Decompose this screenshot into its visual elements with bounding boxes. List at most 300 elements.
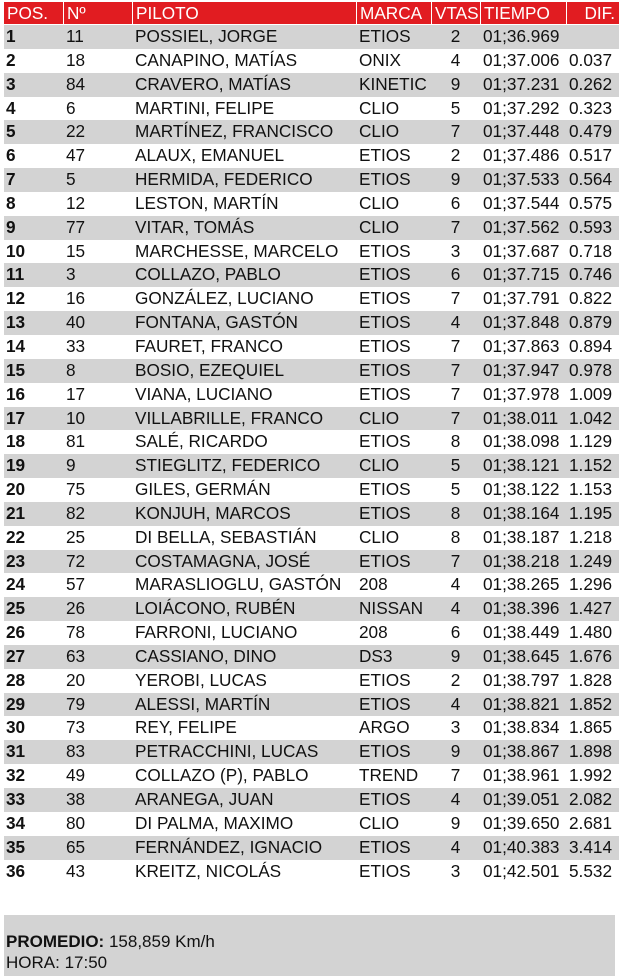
cell-brand: ETIOS [359, 240, 411, 261]
cell-time: 01;38.164 [483, 502, 560, 523]
table-row [4, 216, 619, 240]
cell-laps: 9 [450, 741, 461, 762]
cell-brand: ETIOS [359, 145, 411, 166]
cell-time: 01;37.006 [483, 49, 560, 70]
cell-number: 16 [66, 288, 86, 309]
cell-number: 12 [66, 192, 86, 213]
table-row [4, 788, 619, 812]
cell-number: 22 [66, 121, 86, 142]
cell-time: 01;37.292 [483, 97, 560, 118]
table-row [4, 740, 619, 764]
cell-difference: 1.249 [569, 550, 613, 571]
cell-position: 19 [6, 455, 26, 476]
cell-position: 16 [6, 383, 26, 404]
cell-laps: 2 [450, 26, 461, 46]
time-label: HORA: [6, 953, 60, 972]
cell-number: 65 [66, 836, 86, 857]
cell-time: 01;37.687 [483, 240, 560, 261]
cell-number: 33 [66, 335, 86, 356]
cell-position: 22 [6, 526, 26, 547]
cell-number: 77 [66, 216, 86, 237]
cell-position: 25 [6, 598, 26, 619]
cell-difference: 0.894 [569, 335, 613, 356]
cell-laps: 7 [450, 383, 461, 404]
table-row [4, 478, 619, 502]
cell-brand: ETIOS [359, 264, 411, 285]
cell-driver: COLLAZO (P), PABLO [135, 765, 309, 786]
average-speed-label: PROMEDIO: [6, 932, 105, 951]
cell-driver: CASSIANO, DINO [135, 645, 277, 666]
cell-driver: VILLABRILLE, FRANCO [135, 407, 324, 428]
cell-driver: MARASLIOGLU, GASTÓN [135, 574, 342, 595]
cell-brand: ETIOS [359, 169, 411, 190]
cell-time: 01;37.562 [483, 216, 560, 237]
cell-driver: MARTINI, FELIPE [135, 97, 275, 118]
cell-driver: YEROBI, LUCAS [135, 669, 267, 690]
cell-brand: ETIOS [359, 502, 411, 523]
cell-driver: PETRACCHINI, LUCAS [135, 741, 319, 762]
cell-driver: CANAPINO, MATÍAS [135, 49, 298, 70]
cell-time: 01;38.867 [483, 741, 560, 762]
cell-time: 01;38.265 [483, 574, 560, 595]
cell-driver: FONTANA, GASTÓN [135, 312, 298, 333]
cell-difference: 1.153 [569, 479, 613, 500]
cell-laps: 3 [450, 240, 461, 261]
cell-laps: 5 [450, 479, 461, 500]
cell-laps: 4 [450, 836, 461, 857]
cell-difference: 1.676 [569, 645, 613, 666]
cell-position: 36 [6, 860, 26, 881]
cell-position: 6 [6, 145, 16, 166]
cell-laps: 2 [450, 669, 461, 690]
table-row [4, 144, 619, 168]
cell-driver: LESTON, MARTÍN [135, 192, 279, 213]
cell-time: 01;37.848 [483, 312, 560, 333]
cell-difference: 0.517 [569, 145, 613, 166]
cell-laps: 3 [450, 717, 461, 738]
cell-driver: BOSIO, EZEQUIEL [135, 359, 284, 380]
summary-footer [4, 915, 615, 976]
cell-number: 20 [66, 669, 86, 690]
cell-number: 63 [66, 645, 86, 666]
cell-position: 33 [6, 789, 26, 809]
table-row [4, 383, 619, 407]
cell-time: 01;37.486 [483, 145, 560, 166]
cell-brand: ETIOS [359, 312, 411, 333]
cell-number: 49 [66, 765, 86, 786]
cell-number: 75 [66, 479, 86, 500]
cell-brand: ETIOS [359, 693, 411, 714]
cell-laps: 8 [450, 526, 461, 547]
cell-position: 2 [6, 49, 16, 70]
cell-number: 83 [66, 741, 86, 762]
cell-position: 27 [6, 645, 26, 666]
cell-brand: ETIOS [359, 789, 411, 809]
table-row [4, 335, 619, 359]
cell-difference: 3.414 [569, 836, 613, 857]
table-row [4, 311, 619, 335]
header-marca: MARCA [356, 2, 431, 24]
table-row [4, 168, 619, 192]
cell-laps: 4 [450, 49, 461, 70]
cell-brand: ETIOS [359, 479, 411, 500]
cell-time: 01;38.449 [483, 622, 560, 643]
cell-driver: VIANA, LUCIANO [135, 383, 273, 404]
table-row [4, 454, 619, 478]
cell-difference: 0.593 [569, 216, 613, 237]
cell-position: 35 [6, 836, 26, 857]
cell-driver: FAURET, FRANCO [135, 335, 284, 356]
cell-driver: MARTÍNEZ, FRANCISCO [135, 121, 334, 142]
cell-difference: 0.037 [569, 49, 613, 70]
header-dif: DIF. [566, 2, 619, 24]
cell-number: 40 [66, 312, 86, 333]
cell-position: 24 [6, 574, 26, 595]
cell-laps: 5 [450, 97, 461, 118]
cell-position: 15 [6, 359, 26, 380]
cell-difference: 2.082 [569, 789, 613, 809]
table-row [4, 502, 619, 526]
cell-number: 9 [66, 455, 76, 476]
cell-laps: 9 [450, 73, 461, 94]
cell-difference: 1.152 [569, 455, 613, 476]
cell-time: 01;37.863 [483, 335, 560, 356]
cell-difference: 0.323 [569, 97, 613, 118]
cell-position: 12 [6, 288, 26, 309]
cell-time: 01;37.448 [483, 121, 560, 142]
cell-laps: 4 [450, 693, 461, 714]
cell-driver: COLLAZO, PABLO [135, 264, 281, 285]
cell-number: 26 [66, 598, 86, 619]
cell-time: 01;37.715 [483, 264, 560, 285]
time-of-day [6, 953, 107, 973]
cell-position: 18 [6, 431, 26, 452]
cell-position: 32 [6, 765, 26, 786]
cell-brand: CLIO [359, 192, 400, 213]
cell-laps: 2 [450, 145, 461, 166]
cell-laps: 3 [450, 860, 461, 881]
cell-time: 01;38.098 [483, 431, 560, 452]
table-row [4, 764, 619, 788]
cell-laps: 6 [450, 192, 461, 213]
cell-difference: 1.427 [569, 598, 613, 619]
header-piloto: PILOTO [132, 2, 356, 24]
cell-driver: VITAR, TOMÁS [135, 216, 255, 237]
cell-driver: ALAUX, EMANUEL [135, 145, 285, 166]
cell-laps: 9 [450, 645, 461, 666]
cell-brand: ETIOS [359, 26, 411, 46]
cell-brand: ONIX [359, 49, 402, 70]
cell-driver: DI PALMA, MAXIMO [135, 812, 294, 833]
table-row [4, 860, 619, 884]
cell-number: 17 [66, 383, 86, 404]
cell-number: 18 [66, 49, 86, 70]
table-row [4, 359, 619, 383]
cell-laps: 7 [450, 288, 461, 309]
cell-position: 26 [6, 622, 26, 643]
cell-time: 01;38.121 [483, 455, 560, 476]
cell-time: 01;36.969 [483, 26, 560, 46]
cell-number: 15 [66, 240, 86, 261]
cell-time: 01;38.187 [483, 526, 560, 547]
cell-position: 29 [6, 693, 26, 714]
cell-difference: 1.296 [569, 574, 613, 595]
cell-brand: CLIO [359, 455, 400, 476]
cell-driver: GILES, GERMÁN [135, 479, 271, 500]
cell-laps: 8 [450, 502, 461, 523]
cell-laps: 6 [450, 622, 461, 643]
cell-position: 31 [6, 741, 26, 762]
header-num: Nº [63, 2, 132, 24]
cell-time: 01;37.533 [483, 169, 560, 190]
table-row [4, 192, 619, 216]
cell-time: 01;37.791 [483, 288, 560, 309]
cell-time: 01;39.650 [483, 812, 560, 833]
cell-driver: REY, FELIPE [135, 717, 237, 738]
cell-number: 81 [66, 431, 86, 452]
cell-number: 73 [66, 717, 86, 738]
cell-brand: ETIOS [359, 741, 411, 762]
cell-number: 6 [66, 97, 76, 118]
cell-brand: CLIO [359, 216, 400, 237]
cell-driver: MARCHESSE, MARCELO [135, 240, 339, 261]
cell-difference: 1.828 [569, 669, 613, 690]
table-row [4, 716, 619, 740]
cell-position: 5 [6, 121, 16, 142]
cell-time: 01;38.122 [483, 479, 560, 500]
cell-difference: 5.532 [569, 860, 613, 881]
results-table [4, 2, 619, 883]
cell-brand: ETIOS [359, 836, 411, 857]
cell-position: 14 [6, 335, 26, 356]
cell-time: 01;38.645 [483, 645, 560, 666]
table-row [4, 240, 619, 264]
cell-number: 84 [66, 73, 86, 94]
cell-time: 01;37.231 [483, 73, 560, 94]
cell-difference: 1.480 [569, 622, 613, 643]
cell-brand: CLIO [359, 812, 400, 833]
cell-driver: CRAVERO, MATÍAS [135, 73, 291, 94]
table-row [4, 669, 619, 693]
cell-brand: TREND [359, 765, 419, 786]
cell-laps: 8 [450, 431, 461, 452]
cell-number: 8 [66, 359, 76, 380]
table-row [4, 693, 619, 717]
cell-driver: COSTAMAGNA, JOSÉ [135, 550, 311, 571]
cell-driver: SALÉ, RICARDO [135, 431, 268, 452]
cell-time: 01;37.544 [483, 192, 560, 213]
cell-time: 01;37.947 [483, 359, 560, 380]
cell-difference: 0.978 [569, 359, 613, 380]
header-pos: POS. [7, 3, 49, 23]
header-vtas: VTAS [431, 2, 480, 24]
cell-laps: 9 [450, 812, 461, 833]
cell-number: 11 [66, 26, 84, 46]
cell-driver: POSSIEL, JORGE [135, 26, 278, 46]
cell-laps: 7 [450, 765, 461, 786]
cell-driver: FARRONI, LUCIANO [135, 622, 298, 643]
cell-time: 01;40.383 [483, 836, 560, 857]
cell-brand: DS3 [359, 645, 393, 666]
table-row [4, 812, 619, 836]
cell-number: 3 [66, 264, 76, 285]
cell-position: 34 [6, 812, 26, 833]
cell-position: 30 [6, 717, 26, 738]
table-header [4, 2, 619, 24]
cell-time: 01;38.821 [483, 693, 560, 714]
cell-laps: 7 [450, 121, 461, 142]
table-row [4, 407, 619, 431]
table-body [4, 25, 619, 883]
cell-driver: FERNÁNDEZ, IGNACIO [135, 836, 323, 857]
table-row [4, 120, 619, 144]
table-row [4, 836, 619, 860]
table-row [4, 597, 619, 621]
cell-brand: CLIO [359, 97, 400, 118]
cell-difference: 1.852 [569, 693, 613, 714]
cell-brand: 208 [359, 622, 388, 643]
cell-position: 20 [6, 479, 26, 500]
cell-position: 8 [6, 192, 16, 213]
cell-driver: ALESSI, MARTÍN [135, 693, 271, 714]
cell-laps: 6 [450, 264, 461, 285]
cell-driver: ARANEGA, JUAN [135, 789, 274, 809]
cell-time: 01;38.011 [483, 407, 559, 428]
cell-difference: 1.865 [569, 717, 613, 738]
cell-number: 38 [66, 789, 86, 809]
cell-number: 78 [66, 622, 86, 643]
cell-difference: 1.898 [569, 741, 613, 762]
table-row [4, 287, 619, 311]
cell-brand: 208 [359, 574, 388, 595]
average-speed [6, 932, 215, 952]
cell-difference: 1.218 [569, 526, 613, 547]
table-row [4, 573, 619, 597]
cell-difference: 0.822 [569, 288, 613, 309]
cell-brand: NISSAN [359, 598, 423, 619]
cell-brand: ETIOS [359, 335, 411, 356]
cell-time: 01;42.501 [483, 860, 560, 881]
cell-position: 23 [6, 550, 26, 571]
cell-difference [566, 25, 619, 49]
table-row [4, 645, 619, 669]
cell-brand: CLIO [359, 121, 400, 142]
cell-laps: 4 [450, 598, 461, 619]
cell-laps: 7 [450, 216, 461, 237]
cell-brand: ETIOS [359, 288, 411, 309]
cell-difference: 0.575 [569, 192, 613, 213]
cell-difference: 1.129 [569, 431, 613, 452]
table-row [4, 550, 619, 574]
cell-brand: ETIOS [359, 359, 411, 380]
cell-number: 5 [66, 169, 76, 190]
cell-difference: 0.262 [569, 73, 613, 94]
cell-driver: GONZÁLEZ, LUCIANO [135, 288, 314, 309]
cell-number: 72 [66, 550, 86, 571]
cell-position: 13 [6, 312, 26, 333]
cell-number: 10 [66, 407, 86, 428]
cell-position: 21 [6, 502, 26, 523]
cell-position: 4 [6, 97, 16, 118]
time-value: 17:50 [64, 953, 108, 972]
cell-laps: 5 [450, 455, 461, 476]
cell-difference: 0.479 [569, 121, 613, 142]
cell-brand: CLIO [359, 526, 400, 547]
cell-brand: ETIOS [359, 860, 411, 881]
cell-position: 10 [6, 240, 26, 261]
cell-time: 01;38.961 [483, 765, 560, 786]
cell-laps: 7 [450, 407, 461, 428]
cell-position: 17 [6, 407, 26, 428]
cell-driver: LOIÁCONO, RUBÉN [135, 598, 296, 619]
cell-laps: 9 [450, 169, 461, 190]
cell-laps: 7 [450, 359, 461, 380]
cell-brand: CLIO [359, 407, 400, 428]
header-tiempo: TIEMPO [480, 2, 566, 24]
table-row [4, 97, 619, 121]
cell-laps: 4 [450, 789, 461, 809]
cell-difference: 0.879 [569, 312, 613, 333]
cell-position: 7 [6, 169, 16, 190]
cell-number: 47 [66, 145, 86, 166]
cell-difference: 0.718 [569, 240, 613, 261]
cell-laps: 7 [450, 550, 461, 571]
cell-time: 01;39.051 [483, 789, 560, 809]
cell-driver: DI BELLA, SEBASTIÁN [135, 526, 317, 547]
cell-difference: 1.992 [569, 765, 613, 786]
cell-number: 25 [66, 526, 86, 547]
cell-driver: STIEGLITZ, FEDERICO [135, 455, 321, 476]
cell-position: 9 [6, 216, 16, 237]
cell-position: 28 [6, 669, 26, 690]
cell-number: 82 [66, 502, 86, 523]
cell-difference: 1.195 [569, 502, 613, 523]
table-row [4, 526, 619, 550]
cell-driver: KREITZ, NICOLÁS [135, 860, 282, 881]
cell-number: 80 [66, 812, 86, 833]
cell-brand: KINETIC [359, 73, 427, 94]
cell-driver: HERMIDA, FEDERICO [135, 169, 313, 190]
cell-time: 01;37.978 [483, 383, 560, 404]
cell-time: 01;38.834 [483, 717, 560, 738]
cell-difference: 2.681 [569, 812, 613, 833]
cell-time: 01;38.396 [483, 598, 560, 619]
table-row [4, 49, 619, 73]
cell-position: 1 [6, 26, 16, 46]
cell-brand: ARGO [359, 717, 410, 738]
table-row [4, 73, 619, 97]
table-row [4, 25, 619, 49]
cell-time: 01;38.218 [483, 550, 560, 571]
cell-difference: 1.042 [569, 407, 613, 428]
cell-time: 01;38.797 [483, 669, 560, 690]
cell-difference: 0.746 [569, 264, 613, 285]
cell-laps: 4 [450, 574, 461, 595]
cell-number: 43 [66, 860, 86, 881]
cell-position: 3 [6, 73, 16, 94]
cell-difference: 0.564 [569, 169, 613, 190]
cell-brand: ETIOS [359, 431, 411, 452]
cell-number: 57 [66, 574, 86, 595]
cell-brand: ETIOS [359, 383, 411, 404]
cell-brand: ETIOS [359, 669, 411, 690]
cell-laps: 4 [450, 312, 461, 333]
table-row [4, 430, 619, 454]
table-row [4, 263, 619, 287]
cell-laps: 7 [450, 335, 461, 356]
cell-position: 11 [6, 264, 25, 285]
cell-number: 79 [66, 693, 86, 714]
